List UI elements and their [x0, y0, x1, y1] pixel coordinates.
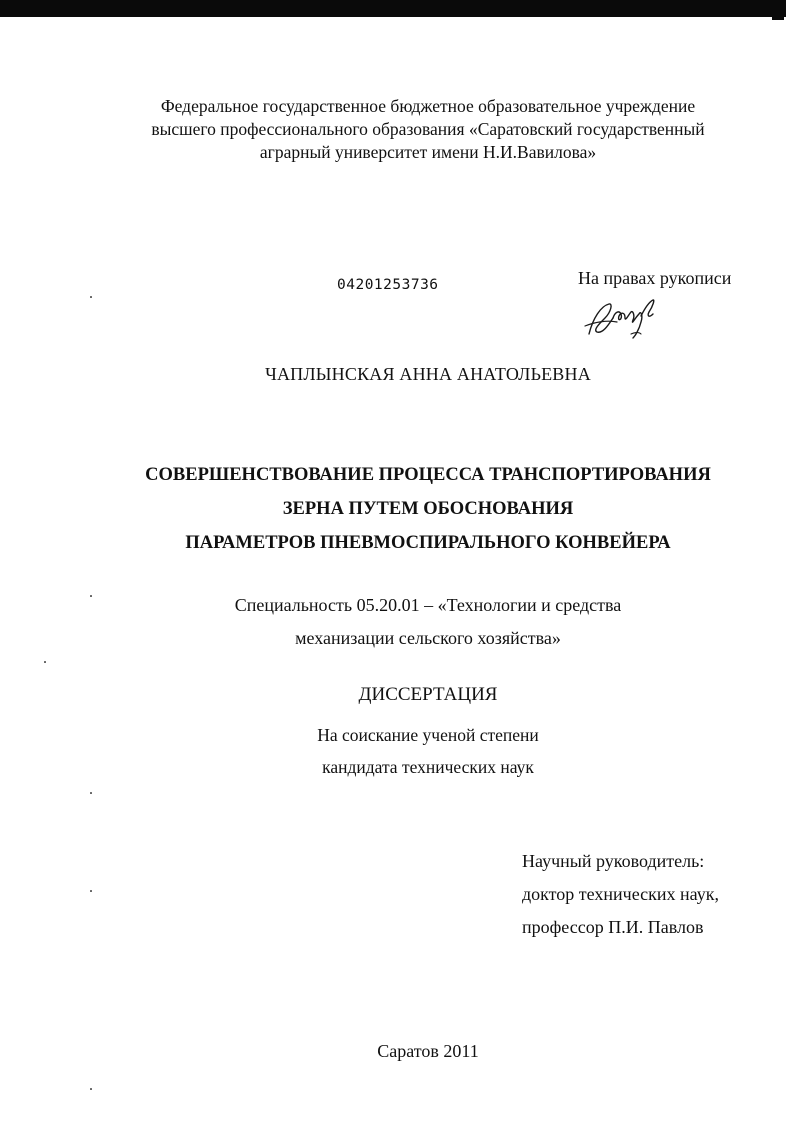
scan-speck [90, 792, 92, 794]
institution-line: аграрный университет имени Н.И.Вавилова» [259, 142, 597, 162]
title-line: ЗЕРНА ПУТЕМ ОБОСНОВАНИЯ [282, 499, 574, 519]
author-name: ЧАПЛЫНСКАЯ АННА АНАТОЛЬЕВНА [265, 364, 591, 384]
dissertation-label: ДИССЕРТАЦИЯ [358, 684, 498, 705]
scan-speck [44, 661, 46, 663]
scan-speck [90, 595, 92, 597]
scan-speck [90, 890, 92, 892]
title-line: ПАРАМЕТРОВ ПНЕВМОСПИРАЛЬНОГО КОНВЕЙЕРА [185, 533, 671, 553]
specialty [0, 589, 792, 655]
supervisor-line: Научный руководитель: [522, 851, 705, 871]
degree-statement [0, 719, 792, 783]
specialty-line: Специальность 05.20.01 – «Технологии и средства [234, 595, 622, 615]
scan-border-mark [772, 17, 784, 20]
city-year: Саратов 2011 [377, 1041, 479, 1061]
supervisor-line: профессор П.И. Павлов [522, 917, 704, 937]
scan-speck [90, 1088, 92, 1090]
signature-icon [583, 296, 663, 342]
document-number: 04201253736 [337, 277, 439, 293]
institution-line: Федеральное государственное бюджетное образовательное учреждение [160, 96, 696, 116]
degree-line: кандидата технических наук [322, 757, 534, 777]
manuscript-rights: На правах рукописи [578, 268, 732, 288]
supervisor-line: доктор технических наук, [522, 884, 719, 904]
scan-border-bar [0, 0, 786, 17]
supervisor-block [522, 845, 719, 944]
scan-speck [90, 296, 92, 298]
dissertation-title [0, 458, 792, 560]
degree-line: На соискание ученой степени [317, 725, 539, 745]
institution-line: высшего профессионального образования «Саратовский государственный [151, 119, 705, 139]
specialty-line: механизации сельского хозяйства» [295, 628, 561, 648]
title-line: СОВЕРШЕНСТВОВАНИЕ ПРОЦЕССА ТРАНСПОРТИРОВАНИЯ [145, 465, 711, 485]
institution-header [0, 95, 792, 164]
